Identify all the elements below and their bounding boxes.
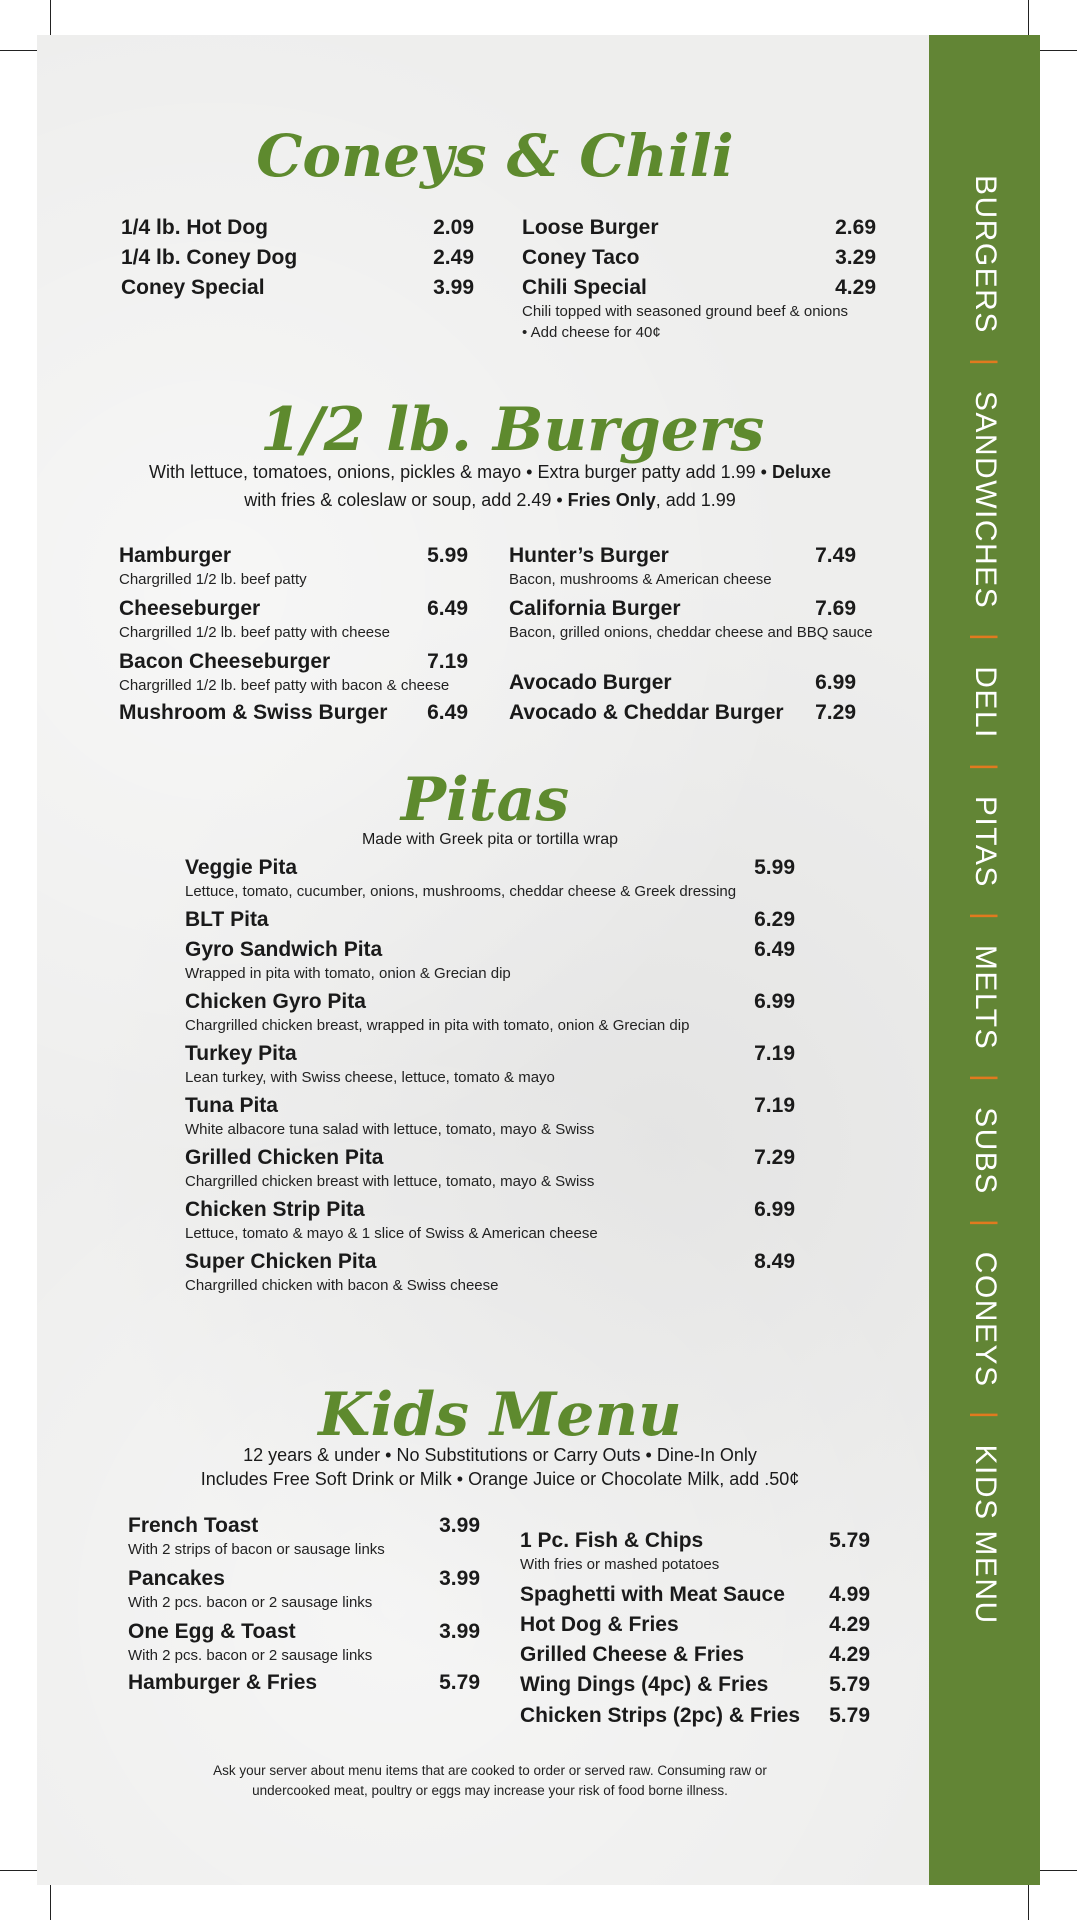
menu-item-price: 5.99 (754, 856, 795, 879)
menu-item-description: Chargrilled chicken with bacon & Swiss cheese (185, 1277, 499, 1294)
menu-item-name: Chicken Strips (2pc) & Fries (520, 1704, 801, 1727)
menu-item-description: Chargrilled chicken breast with lettuce, tomato, mayo & Swiss (185, 1173, 595, 1190)
category-pitas: PITAS (969, 795, 1002, 888)
menu-item-price: 7.19 (754, 1042, 795, 1065)
crop-mark (0, 50, 38, 51)
menu-item-price: 6.99 (815, 671, 856, 694)
menu-item-description: With 2 pcs. bacon or 2 sausage links (128, 1594, 373, 1611)
section-subtitle (120, 488, 860, 512)
menu-item-price: 8.49 (754, 1250, 795, 1273)
menu-item-price: 6.49 (427, 701, 468, 724)
crop-mark (1039, 1870, 1077, 1871)
category-separator: | (969, 762, 1002, 773)
menu-item-price: 6.99 (754, 990, 795, 1013)
menu-item-name: 1/4 lb. Coney Dog (121, 246, 298, 269)
menu-item-name: One Egg & Toast (128, 1620, 296, 1643)
menu-item-price: 7.19 (754, 1094, 795, 1117)
menu-item-description: Lean turkey, with Swiss cheese, lettuce, tomato & mayo (185, 1069, 555, 1086)
menu-item-name: Hamburger & Fries (128, 1671, 318, 1694)
subtitle-text: With lettuce, tomatoes, onions, pickles & mayo • Extra burger patty add 1.99 • (149, 462, 772, 482)
menu-item-name: Bacon Cheeseburger (119, 650, 331, 673)
menu-item-price: 5.79 (829, 1704, 870, 1727)
menu-item-name: Veggie Pita (185, 856, 298, 879)
menu-item-price: 6.49 (427, 597, 468, 620)
menu-item-price: 3.29 (835, 246, 876, 269)
subtitle-bold: Deluxe (771, 462, 831, 482)
menu-item-description: Chili topped with seasoned ground beef & onions (522, 303, 849, 320)
notice-line: undercooked meat, poultry or eggs may increase your risk of food borne illness. (252, 1783, 728, 1798)
section-title-kids: Kids Menu (318, 1380, 682, 1450)
category-separator: | (969, 911, 1002, 921)
menu-item-price: 5.79 (829, 1529, 870, 1552)
menu-item-description: Bacon, grilled onions, cheddar cheese and BBQ sauce (509, 624, 873, 641)
menu-item-description: Chargrilled 1/2 lb. beef patty with cheese (119, 624, 390, 641)
menu-item-price: 3.99 (439, 1514, 480, 1537)
subtitle-text: , add 1.99 (655, 490, 736, 510)
menu-item-name: Hot Dog & Fries (520, 1613, 679, 1636)
menu-item-name: French Toast (128, 1514, 259, 1537)
section-subtitle: 12 years & under • No Substitutions or Carry Outs • Dine-In Only (243, 1445, 757, 1465)
menu-item-description: Chargrilled chicken breast, wrapped in pita with tomato, onion & Grecian dip (185, 1017, 690, 1034)
menu-item-name: Cheeseburger (119, 597, 261, 620)
crop-mark (50, 1882, 51, 1920)
category-melts: MELTS (969, 944, 1002, 1051)
category-sandwiches: SANDWICHES (969, 390, 1002, 610)
menu-item-description: Lettuce, tomato & mayo & 1 slice of Swiss & American cheese (185, 1225, 598, 1242)
menu-item-description: • Add cheese for 40¢ (522, 324, 661, 341)
category-separator: | (969, 1073, 1002, 1084)
section-subtitle: Made with Greek pita or tortilla wrap (361, 831, 619, 848)
menu-item-name: Coney Taco (522, 246, 640, 269)
menu-item-name: Super Chicken Pita (185, 1250, 377, 1273)
menu-item-name: Avocado Burger (509, 671, 672, 694)
menu-item-price: 5.99 (427, 544, 468, 567)
menu-item-price: 3.99 (439, 1567, 480, 1590)
menu-item-description: With fries or mashed potatoes (520, 1556, 720, 1573)
menu-item-price: 6.49 (754, 938, 795, 961)
category-deli: DELI (969, 666, 1002, 739)
menu-item-price: 4.29 (829, 1613, 870, 1636)
menu-item-name: Grilled Chicken Pita (185, 1146, 384, 1169)
menu-item-price: 7.19 (427, 650, 468, 673)
crop-mark (0, 1870, 38, 1871)
menu-item-name: Chicken Gyro Pita (185, 990, 366, 1013)
section-subtitle (120, 460, 860, 484)
menu-item-price: 4.29 (835, 276, 876, 299)
menu-item-name: Coney Special (121, 276, 265, 299)
menu-item-price: 4.29 (829, 1643, 870, 1666)
category-subs: SUBS (969, 1107, 1002, 1195)
subtitle-bold: Fries Only (567, 490, 656, 510)
menu-item-name: Loose Burger (522, 216, 659, 239)
category-kids-menu: KIDS MENU (969, 1444, 1002, 1625)
menu-item-name: Tuna Pita (185, 1094, 278, 1117)
menu-item-price: 5.79 (439, 1671, 480, 1694)
category-coneys: CONEYS (969, 1251, 1002, 1388)
menu-item-price: 7.49 (815, 544, 856, 567)
menu-item-name: Gyro Sandwich Pita (185, 938, 383, 961)
menu-item-name: Spaghetti with Meat Sauce (520, 1583, 785, 1606)
section-subtitle: Includes Free Soft Drink or Milk • Orange Juice or Chocolate Milk, add .50¢ (200, 1469, 800, 1489)
menu-item-price: 3.99 (439, 1620, 480, 1643)
crop-mark (1028, 0, 1029, 38)
menu-item-price: 3.99 (433, 276, 474, 299)
menu-item-name: Grilled Cheese & Fries (520, 1643, 745, 1666)
menu-item-name: Hunter’s Burger (509, 544, 669, 567)
menu-item-name: Turkey Pita (185, 1042, 297, 1065)
category-separator: | (969, 1218, 1002, 1228)
menu-item-description: With 2 strips of bacon or sausage links (128, 1541, 385, 1558)
section-title-burgers: 1/2 lb. Burgers (260, 395, 765, 465)
menu-item-price: 2.69 (835, 216, 876, 239)
crop-mark (1028, 1882, 1029, 1920)
food-safety-notice (170, 1761, 810, 1801)
menu-item-description: Bacon, mushrooms & American cheese (509, 571, 772, 588)
menu-item-name: Chili Special (522, 276, 647, 299)
menu-item-price: 7.69 (815, 597, 856, 620)
menu-item-name: 1/4 lb. Hot Dog (121, 216, 268, 239)
menu-item-name: Hamburger (119, 544, 232, 567)
menu-item-name: Avocado & Cheddar Burger (509, 701, 784, 724)
section-title-pitas: Pitas (400, 765, 570, 835)
crop-mark (50, 0, 51, 38)
menu-item-description: Chargrilled 1/2 lb. beef patty with bacon & cheese (119, 677, 450, 694)
menu-item-price: 6.29 (754, 908, 795, 931)
menu-item-name: Wing Dings (4pc) & Fries (520, 1673, 769, 1696)
menu-item-price: 2.49 (433, 246, 474, 269)
menu-item-price: 4.99 (829, 1583, 870, 1606)
menu-item-name: BLT Pita (185, 908, 269, 931)
menu-item-price: 6.99 (754, 1198, 795, 1221)
menu-item-name: 1 Pc. Fish & Chips (520, 1529, 704, 1552)
category-separator: | (969, 357, 1002, 367)
menu-item-price: 7.29 (815, 701, 856, 724)
menu-item-name: Pancakes (128, 1567, 225, 1590)
category-separator: | (969, 633, 1002, 643)
menu-item-price: 7.29 (754, 1146, 795, 1169)
crop-mark (1039, 50, 1077, 51)
section-title-coneys: Coneys & Chili (256, 122, 734, 190)
menu-item-description: Wrapped in pita with tomato, onion & Grecian dip (185, 965, 511, 982)
menu-item-description: Chargrilled 1/2 lb. beef patty (119, 571, 307, 588)
category-separator: | (969, 1411, 1002, 1421)
subtitle-text: with fries & coleslaw or soup, add 2.49 • (244, 490, 568, 510)
menu-item-name: California Burger (509, 597, 681, 620)
menu-item-price: 5.79 (829, 1673, 870, 1696)
menu-item-description: With 2 pcs. bacon or 2 sausage links (128, 1647, 373, 1664)
menu-item-name: Mushroom & Swiss Burger (119, 701, 388, 724)
notice-line: Ask your server about menu items that are cooked to order or served raw. Consuming raw or (213, 1763, 767, 1778)
menu-item-price: 2.09 (433, 216, 474, 239)
menu-item-description: Lettuce, tomato, cucumber, onions, mushrooms, cheddar cheese & Greek dressing (185, 883, 737, 900)
menu-item-name: Chicken Strip Pita (185, 1198, 365, 1221)
category-sidebar-labels (965, 175, 1005, 1625)
menu-item-description: White albacore tuna salad with lettuce, tomato, mayo & Swiss (185, 1121, 595, 1138)
category-burgers: BURGERS (969, 175, 1002, 334)
